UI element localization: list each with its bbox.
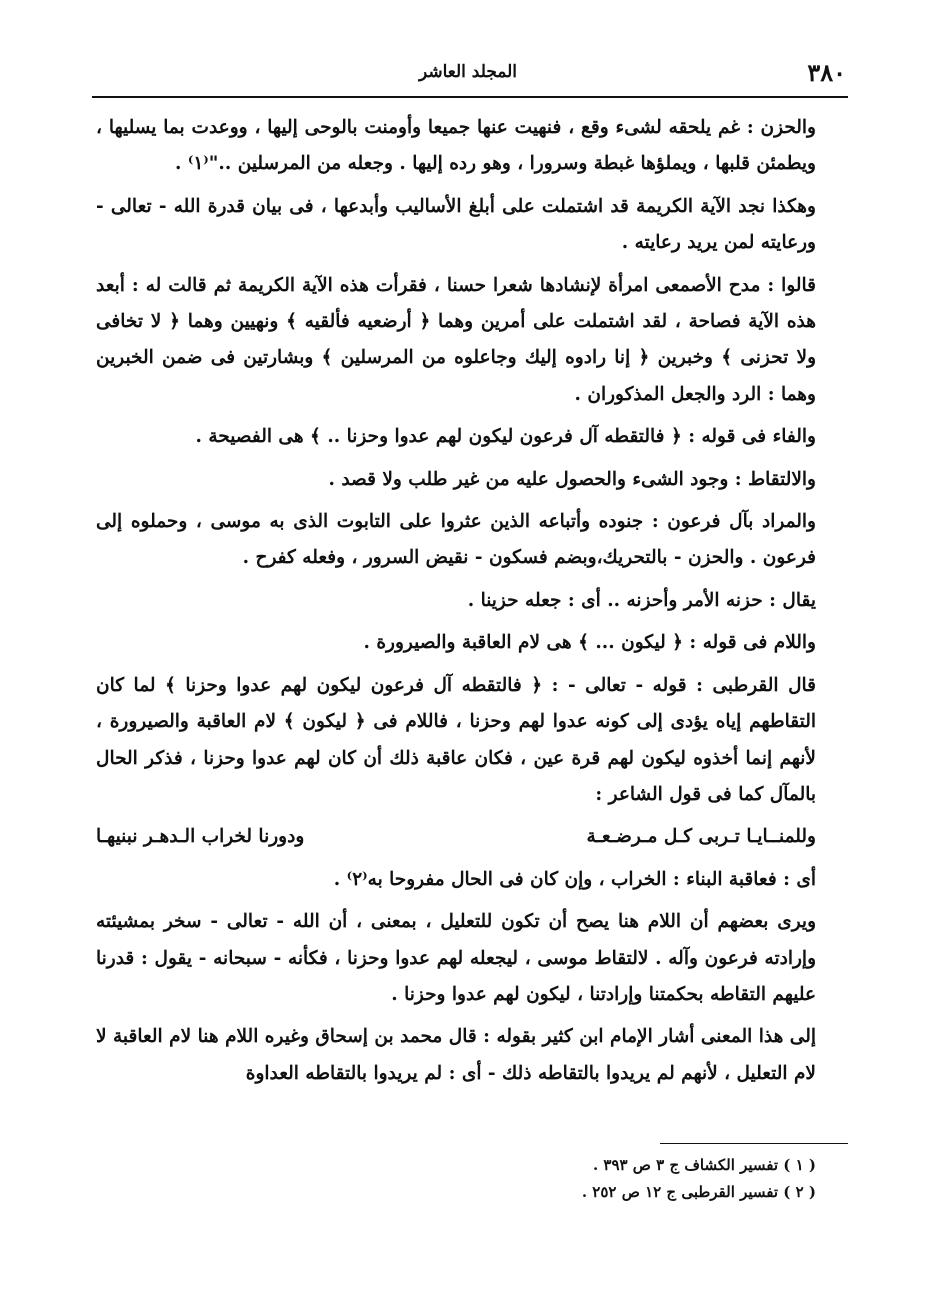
- footnote: ( ١ ) تفسير الكشاف ج ٣ ص ٣٩٣ .: [592, 1156, 816, 1174]
- footnote: ( ٢ ) تفسير القرطبى ج ١٢ ص ٢٥٢ .: [581, 1183, 816, 1201]
- paragraph: والفاء فى قوله : ﴿ فالتقطه آل فرعون ليكون لهم عدوا وحزنا .. ﴾ هى الفصيحة .: [195, 426, 816, 448]
- poem-first-hemistich: وللمنــايـا تـربى كـل مـرضـعـة: [586, 826, 816, 848]
- poem-verse: [96, 819, 816, 855]
- paragraph: والالتقاط : وجود الشىء والحصول عليه من غير طلب ولا قصد .: [328, 468, 816, 490]
- main-text: [96, 110, 816, 1098]
- paragraph: إلى هذا المعنى أشار الإمام ابن كثير بقوله : قال محمد بن إسحاق وغيره اللام هنا لام العاقبة لا لام التعليل ، لأنهم لم يريدوا بالتقاطه ذلك - أى : لم يريدوا بالتقاطه العداوة: [96, 1026, 816, 1084]
- paragraph: والمراد بآل فرعون : جنوده وأتباعه الذين عثروا على التابوت الذى به موسى ، وحملوه إلى فرعون . والحزن - بالتحريك،وبضم فسكون - نقيض السرور ، وفعله كفرح .: [96, 511, 816, 569]
- header-rule: [92, 96, 848, 98]
- paragraph: ويرى بعضهم أن اللام هنا يصح أن تكون للتعليل ، بمعنى ، أن الله - تعالى - سخر بمشيئته وإرادته فرعون وآله . لالتقاط موسى ، ليجعله لهم عدوا وحزنا ، فكأنه - سبحانه - يقول : قدرنا عليهم التقاطه بحكمتنا وإرادتنا ، ليكون لهم عدوا وحزنا .: [96, 911, 816, 1005]
- paragraph: والحزن : غم يلحقه لشىء وقع ، فنهيت عنها جميعا وأومنت بالوحى إليها ، ووعدت بما يسليها ، ويطمئن قلبها ، ويملؤها غبطة وسرورا ، وهو رده إليها . وجعله من المرسلين .."⁽١⁾ .: [96, 117, 816, 175]
- paragraph: واللام فى قوله : ﴿ ليكون ... ﴾ هى لام العاقبة والصيرورة .: [363, 632, 816, 654]
- paragraph: يقال : حزنه الأمر وأحزنه .. أى : جعله حزينا .: [467, 589, 816, 611]
- paragraph: وهكذا نجد الآية الكريمة قد اشتملت على أبلغ الأساليب وأبدعها ، فى بيان قدرة الله - تعالى - ورعايته لمن يريد رعايته .: [96, 195, 816, 254]
- footnote-rule: [660, 1143, 848, 1144]
- paragraph: قال القرطبى : قوله - تعالى - : ﴿ فالتقطه آل فرعون ليكون لهم عدوا وحزنا ﴾ لما كان التقاطهم إياه يؤدى إلى كونه عدوا لهم وحزنا ، فاللام فى ﴿ ليكون ﴾ لام العاقبة والصيرورة ، لأنهم إنما أخذوه ليكون لهم قرة عين ، فكان عاقبة ذلك أن كان لهم عدوا وحزنا ، فذكر الحال بالمآل كما فى قول الشاعر :: [96, 674, 816, 805]
- page-header: [90, 54, 846, 94]
- footnotes: [416, 1152, 816, 1206]
- poem-second-hemistich: ودورنا لخراب الـدهـر نبنيهـا: [96, 826, 305, 848]
- page-number: ٣٨٠: [807, 58, 846, 87]
- paragraph: قالوا : مدح الأصمعى امرأة لإنشادها شعرا حسنا ، فقرأت هذه الآية الكريمة ثم قالت له : أبعد هذه الآية فصاحة ، لقد اشتملت على أمرين وهما ﴿ أرضعيه فألقيه ﴾ ونهيين وهما ﴿ لا تخافى ولا تحزنى ﴾ وخبرين ﴿ إنا رادوه إليك وجاعلوه من المرسلين ﴾ وبشارتين فى ضمن الخبرين وهما : الرد والجعل المذكوران .: [96, 274, 816, 405]
- running-title: المجلد العاشر: [418, 62, 518, 82]
- paragraph: أى : فعاقبة البناء : الخراب ، وإن كان فى الحال مفروحا به⁽٢⁾ .: [333, 868, 816, 890]
